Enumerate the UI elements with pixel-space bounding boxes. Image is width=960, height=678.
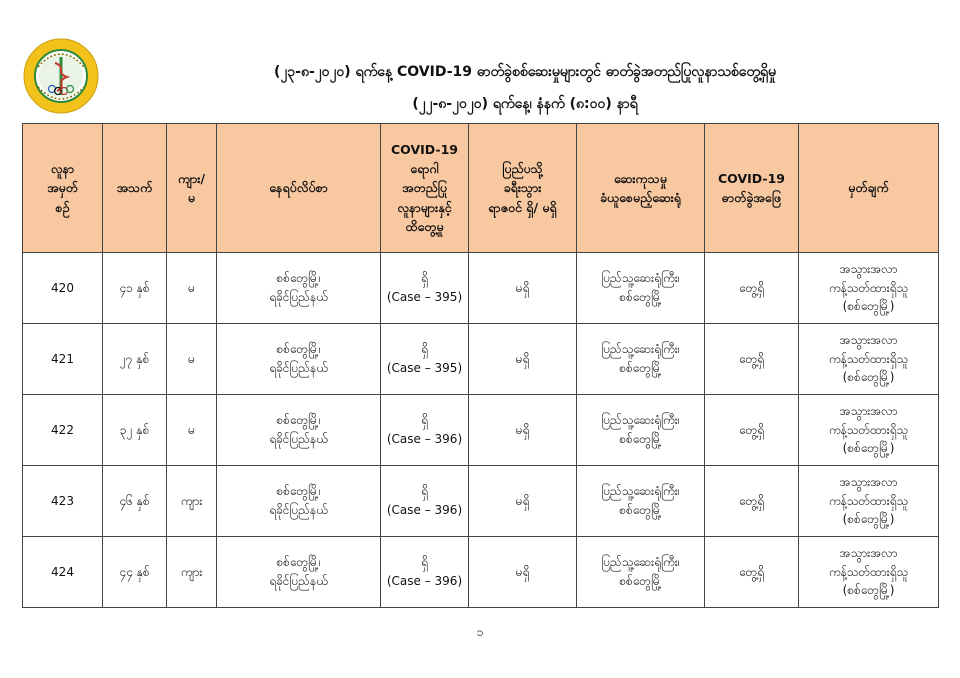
col-header-age: အသက် [103,124,167,253]
cell-remarks: အသွားအလာ ကန့်သတ်ထားရှိသူ (စစ်တွေမြို့) [799,253,939,324]
cell-age: ၃၂ နှစ် [103,395,167,466]
cell-patient-no: 421 [23,324,103,395]
cell-address: စစ်တွေမြို့၊ ရခိုင်ပြည်နယ် [217,324,381,395]
cell-travel: မရှိ [469,466,577,537]
cell-hospital: ပြည်သူ့ဆေးရုံကြီး၊ စစ်တွေမြို့ [577,395,705,466]
table-header-row [23,124,939,253]
cell-address: စစ်တွေမြို့၊ ရခိုင်ပြည်နယ် [217,466,381,537]
cell-result: တွေ့ရှိ [705,395,799,466]
cell-hospital: ပြည်သူ့ဆေးရုံကြီး၊ စစ်တွေမြို့ [577,253,705,324]
cell-remarks: အသွားအလာ ကန့်သတ်ထားရှိသူ (စစ်တွေမြို့) [799,466,939,537]
cell-result: တွေ့ရှိ [705,466,799,537]
cell-travel: မရှိ [469,395,577,466]
cell-address: စစ်တွေမြို့၊ ရခိုင်ပြည်နယ် [217,537,381,608]
table-row [23,395,939,466]
cell-sex: ကျား [167,466,217,537]
table-row [23,537,939,608]
cell-contact: ရှိ (Case – 396) [381,395,469,466]
col-header-contact: COVID-19 ရောဂါ အတည်ပြု လူနာများနှင့် ထိတွေ့မှု [381,124,469,253]
report-title: (၂၃-၈-၂၀၂၀) ရက်နေ့ COVID-19 ဓာတ်ခွဲစစ်ဆေးမှုများတွင် ဓာတ်ခွဲအတည်ပြုလူနာသစ်တွေ့ရှိမှု [273,64,777,80]
col-header-remarks: မှတ်ချက် [799,124,939,253]
cell-remarks: အသွားအလာ ကန့်သတ်ထားရှိသူ (စစ်တွေမြို့) [799,395,939,466]
cell-sex: မ [167,324,217,395]
cases-table [22,123,939,608]
cell-sex: မ [167,253,217,324]
cell-hospital: ပြည်သူ့ဆေးရုံကြီး၊ စစ်တွေမြို့ [577,537,705,608]
cell-result: တွေ့ရှိ [705,253,799,324]
cell-age: ၄၁ နှစ် [103,253,167,324]
cell-patient-no: 422 [23,395,103,466]
table-row [23,466,939,537]
cell-address: စစ်တွေမြို့၊ ရခိုင်ပြည်နယ် [217,253,381,324]
cell-sex: ကျား [167,537,217,608]
ministry-logo-icon [22,37,100,115]
cell-contact: ရှိ (Case – 396) [381,537,469,608]
cell-travel: မရှိ [469,537,577,608]
col-header-patient-no: လူနာ အမှတ် စဉ် [23,124,103,253]
cell-age: ၄၆ နှစ် [103,466,167,537]
cell-age: ၂၇ နှစ် [103,324,167,395]
cell-patient-no: 423 [23,466,103,537]
cell-patient-no: 420 [23,253,103,324]
report-subtitle: (၂၂-၈-၂၀၂၀) ရက်နေ့၊ နံနက် (၈:၀၀) နာရီ [412,96,638,112]
cell-travel: မရှိ [469,324,577,395]
table-row [23,253,939,324]
col-header-lab-result: COVID-19 ဓာတ်ခွဲအဖြေ [705,124,799,253]
table-row [23,324,939,395]
col-header-sex: ကျား/ မ [167,124,217,253]
cell-sex: မ [167,395,217,466]
col-header-hospital: ဆေးကုသမှု ခံယူစေမည့်ဆေးရုံ [577,124,705,253]
cell-age: ၄၄ နှစ် [103,537,167,608]
cell-hospital: ပြည်သူ့ဆေးရုံကြီး၊ စစ်တွေမြို့ [577,466,705,537]
cell-travel: မရှိ [469,253,577,324]
cell-result: တွေ့ရှိ [705,537,799,608]
cell-contact: ရှိ (Case – 395) [381,253,469,324]
cell-remarks: အသွားအလာ ကန့်သတ်ထားရှိသူ (စစ်တွေမြို့) [799,537,939,608]
col-header-travel-history: ပြည်ပသို့ ခရီးသွား ရာဇဝင် ရှိ/ မရှိ [469,124,577,253]
cell-hospital: ပြည်သူ့ဆေးရုံကြီး၊ စစ်တွေမြို့ [577,324,705,395]
cell-patient-no: 424 [23,537,103,608]
cell-contact: ရှိ (Case – 396) [381,466,469,537]
cell-remarks: အသွားအလာ ကန့်သတ်ထားရှိသူ (စစ်တွေမြို့) [799,324,939,395]
page-number: ၁ [476,625,484,639]
col-header-address: နေရပ်လိပ်စာ [217,124,381,253]
cell-address: စစ်တွေမြို့၊ ရခိုင်ပြည်နယ် [217,395,381,466]
cell-result: တွေ့ရှိ [705,324,799,395]
cell-contact: ရှိ (Case – 395) [381,324,469,395]
